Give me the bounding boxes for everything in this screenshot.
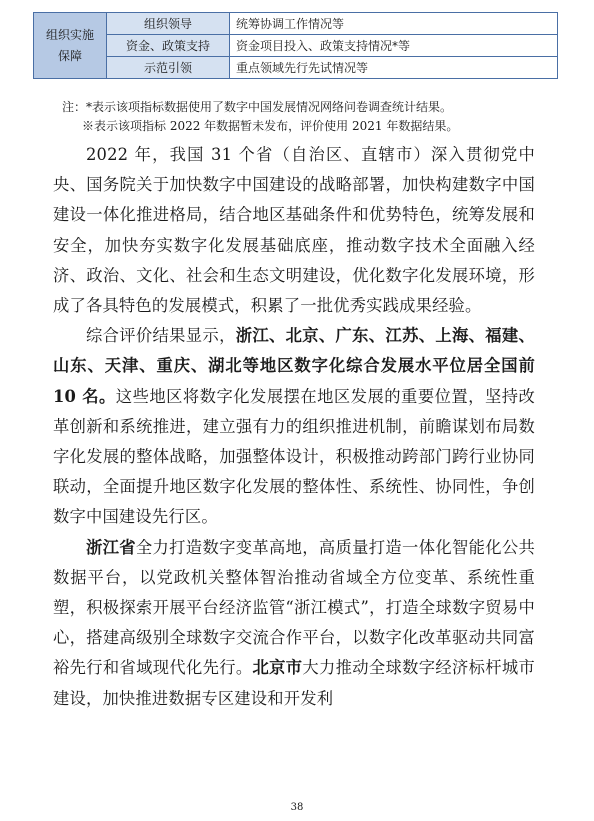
p3-zhejiang-text: 全力打造数字变革高地，高质量打造一体化智能化公共数据平台，以党政机关整体智治推动省域全方位变革、系统性重塑，积极探索开展平台经济监管“浙江模式”，打造全球数字贸易中心，搭建高级别全球数字交流合作平台，以数字化改革驱动共同富裕先行和省域现代化先行。 (53, 537, 535, 678)
indicator-desc-cell: 资金项目投入、政策支持情况*等 (230, 35, 558, 57)
table-notes (62, 98, 458, 136)
indicator-desc-cell: 重点领域先行先试情况等 (230, 57, 558, 79)
note-line-1: 注：*表示该项指标数据使用了数字中国发展情况网络问卷调查统计结果。 (62, 100, 453, 114)
p2-rest: 这些地区将数字化发展摆在地区发展的重要位置，坚持改革创新和系统推进，建立强有力的组织推进机制，前瞻谋划布局数字化发展的整体战略，加强整体设计，积极推动跨部门跨行业协同联动，全面提升地区数字化发展的整体性、系统性、协同性，争创数字中国建设先行区。 (53, 386, 535, 527)
group-label-line2: 保障 (57, 48, 82, 63)
group-label-line1: 组织实施 (45, 27, 94, 42)
implementation-guarantee-table (33, 12, 558, 79)
body-text (53, 140, 535, 714)
p3-bold-beijing: 北京市 (252, 658, 303, 678)
indicator-name-cell: 资金、政策支持 (107, 35, 230, 57)
indicator-desc-cell: 统筹协调工作情况等 (230, 13, 558, 35)
table-row (34, 13, 558, 35)
table-row (34, 35, 558, 57)
page-number: 38 (290, 802, 304, 813)
paragraph-2 (53, 321, 535, 532)
indicator-name-cell: 示范引领 (107, 57, 230, 79)
p2-lead: 综合评价结果显示， (86, 326, 236, 346)
note-line-2: ※表示该项指标 2022 年数据暂未发布，评价使用 2021 年数据结果。 (82, 119, 459, 133)
paragraph-1: 2022 年，我国 31 个省（自治区、直辖市）深入贯彻党中央、国务院关于加快数字中国建设的战略部署，加快构建数字中国建设一体化推进格局，结合地区基础条件和优势特色，统筹发展和安全，加快夯实数字化发展基础底座，推动数字技术全面融入经济、政治、文化、社会和生态文明建设，优化数字化发展环境，形成了各具特色的发展模式，积累了一批优秀实践成果经验。 (53, 145, 535, 316)
group-label-cell (34, 13, 107, 79)
table-row (34, 57, 558, 79)
p3-bold-zhejiang: 浙江省 (86, 537, 136, 557)
paragraph-3 (53, 533, 535, 714)
p3-beijing-text: 大力推动全球数字经济标杆城市建设，加快推进数据专区建设和开发利 (53, 658, 535, 708)
indicator-name-cell: 组织领导 (107, 13, 230, 35)
p2-bold-ranking: 浙江、北京、广东、江苏、上海、福建、山东、天津、重庆、湖北等地区数字化综合发展水平位居全国前 10 名。 (53, 326, 535, 406)
